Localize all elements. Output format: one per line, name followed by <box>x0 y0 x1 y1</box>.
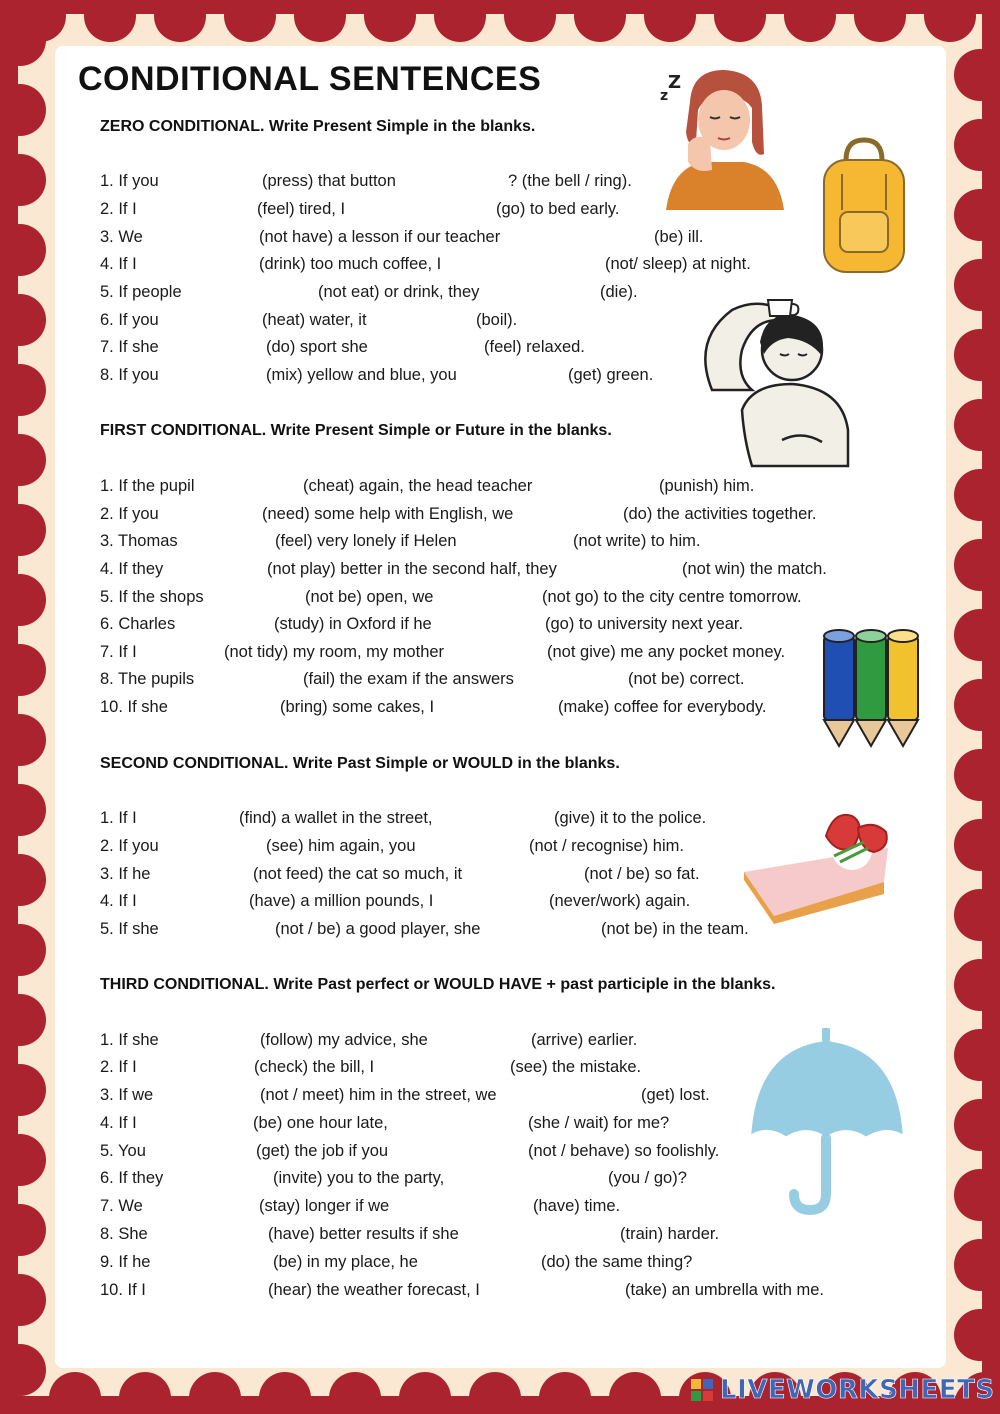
exercise-text: 5. You <box>100 1142 146 1160</box>
exercise-text: 5. If people <box>100 283 182 301</box>
exercise-text: 3. If he <box>100 865 151 883</box>
exercise-text: (go) to university next year. <box>545 615 744 633</box>
exercise-text: 3. We <box>100 228 143 246</box>
exercise-text: (study) in Oxford if he <box>274 615 432 633</box>
exercise-text: (arrive) earlier. <box>531 1031 638 1049</box>
exercise-text: 2. If I <box>100 1058 137 1076</box>
exercise-text: 2. If you <box>100 837 159 855</box>
exercise-text: (train) harder. <box>620 1225 720 1243</box>
exercise-text: 10. If she <box>100 698 168 716</box>
exercise-text: (not / be) a good player, she <box>275 920 481 938</box>
exercise-text: (not / recognise) him. <box>529 837 684 855</box>
exercise-text: 4. If they <box>100 560 164 578</box>
exercise-text: (see) the mistake. <box>510 1058 642 1076</box>
svg-text:Z: Z <box>668 72 682 93</box>
exercise-text: (cheat) again, the head teacher <box>303 477 533 495</box>
exercise-text: (feel) relaxed. <box>484 338 585 356</box>
exercise-text: (see) him again, you <box>266 837 416 855</box>
exercise-text: (not play) better in the second half, they <box>267 560 557 578</box>
exercise-text: (you / go)? <box>608 1169 687 1187</box>
svg-text:z: z <box>660 88 669 104</box>
exercise-text: 7. If she <box>100 338 159 356</box>
exercise-text: (not / meet) him in the street, we <box>260 1086 497 1104</box>
exercise-text: (not be) in the team. <box>601 920 749 938</box>
exercise-line <box>0 1281 1000 1307</box>
exercise-text: 4. If I <box>100 1114 137 1132</box>
exercise-text: (not/ sleep) at night. <box>605 255 751 273</box>
exercise-text: (not write) to him. <box>573 532 701 550</box>
exercise-text: (punish) him. <box>659 477 755 495</box>
exercise-text: (do) sport she <box>266 338 368 356</box>
exercise-text: (she / wait) for me? <box>528 1114 670 1132</box>
exercise-text: (have) a million pounds, I <box>249 892 434 910</box>
heading-first-conditional: FIRST CONDITIONAL. Write Present Simple or Future in the blanks. <box>100 422 612 439</box>
exercise-text: 2. If I <box>100 200 137 218</box>
exercise-text: (not win) the match. <box>682 560 827 578</box>
exercise-text: 3. If we <box>100 1086 154 1104</box>
exercise-text: (not be) open, we <box>305 588 434 606</box>
exercise-text: (not / be) so fat. <box>584 865 700 883</box>
exercise-line <box>0 1225 1000 1251</box>
exercise-text: (be) in my place, he <box>273 1253 418 1271</box>
exercise-text: 7. If I <box>100 643 137 661</box>
exercise-text: (be) ill. <box>654 228 704 246</box>
brand-name: LIVEWORKSHEETS <box>720 1375 995 1405</box>
exercise-text: ? (the bell / ring). <box>508 172 632 190</box>
exercise-text: (not eat) or drink, they <box>318 283 480 301</box>
exercise-text: (get) green. <box>568 366 654 384</box>
exercise-line <box>0 560 1000 586</box>
exercise-text: 1. If she <box>100 1031 159 1049</box>
exercise-text: 8. She <box>100 1225 148 1243</box>
exercise-text: (not feed) the cat so much, it <box>253 865 463 883</box>
coffee-person-sticker-icon <box>692 280 862 470</box>
exercise-text: 1. If I <box>100 809 137 827</box>
exercise-text: (not go) to the city centre tomorrow. <box>542 588 802 606</box>
exercise-text: (not give) me any pocket money. <box>547 643 786 661</box>
exercise-text: 6. If they <box>100 1169 164 1187</box>
exercise-text: (not have) a lesson if our teacher <box>259 228 501 246</box>
exercise-text: (find) a wallet in the street, <box>239 809 433 827</box>
exercise-text: (get) lost. <box>641 1086 710 1104</box>
exercise-text: 6. If you <box>100 311 159 329</box>
exercise-text: 4. If I <box>100 892 137 910</box>
page-title: CONDITIONAL SENTENCES <box>78 60 542 98</box>
exercise-text: (not be) correct. <box>628 670 745 688</box>
colored-pencils-sticker-icon <box>818 626 928 750</box>
sleepy-girl-sticker-icon <box>652 62 792 222</box>
exercise-line <box>0 1253 1000 1279</box>
exercise-text: 8. If you <box>100 366 159 384</box>
exercise-text: 5. If the shops <box>100 588 204 606</box>
backpack-sticker-icon <box>812 134 916 284</box>
exercise-text: (feel) very lonely if Helen <box>275 532 457 550</box>
brand-squares-icon <box>690 1378 714 1402</box>
exercise-text: (heat) water, it <box>262 311 367 329</box>
exercise-text: (follow) my advice, she <box>260 1031 428 1049</box>
exercise-text: (feel) tired, I <box>257 200 346 218</box>
exercise-text: (do) the same thing? <box>541 1253 693 1271</box>
exercise-text: (take) an umbrella with me. <box>625 1281 824 1299</box>
exercise-text: 10. If I <box>100 1281 146 1299</box>
exercise-line <box>0 477 1000 503</box>
exercise-text: (fail) the exam if the answers <box>303 670 514 688</box>
exercise-text: (mix) yellow and blue, you <box>266 366 457 384</box>
exercise-text: (press) that button <box>262 172 396 190</box>
exercise-text: (check) the bill, I <box>254 1058 375 1076</box>
exercise-text: (do) the activities together. <box>623 505 817 523</box>
exercise-text: (have) better results if she <box>268 1225 459 1243</box>
exercise-text: (make) coffee for everybody. <box>558 698 767 716</box>
exercise-text: (stay) longer if we <box>259 1197 390 1215</box>
exercise-text: (never/work) again. <box>549 892 691 910</box>
exercise-text: 1. If the pupil <box>100 477 195 495</box>
exercise-text: (need) some help with English, we <box>262 505 514 523</box>
exercise-line <box>0 588 1000 614</box>
exercise-text: 4. If I <box>100 255 137 273</box>
exercise-text: (not tidy) my room, my mother <box>224 643 445 661</box>
exercise-text: (boil). <box>476 311 518 329</box>
heading-third-conditional: THIRD CONDITIONAL. Write Past perfect or WOULD HAVE + past participle in the blanks. <box>100 976 776 993</box>
exercise-text: (die). <box>600 283 638 301</box>
exercise-text: 7. We <box>100 1197 143 1215</box>
exercise-text: 3. Thomas <box>100 532 178 550</box>
exercise-text: (give) it to the police. <box>554 809 707 827</box>
exercise-text: 2. If you <box>100 505 159 523</box>
exercise-text: 1. If you <box>100 172 159 190</box>
exercise-text: (hear) the weather forecast, I <box>268 1281 480 1299</box>
exercise-text: (invite) you to the party, <box>273 1169 445 1187</box>
exercise-text: (not / behave) so foolishly. <box>528 1142 720 1160</box>
exercise-line <box>0 532 1000 558</box>
exercise-text: 8. The pupils <box>100 670 195 688</box>
exercise-text: (get) the job if you <box>256 1142 389 1160</box>
exercise-text: 9. If he <box>100 1253 151 1271</box>
exercise-text: (drink) too much coffee, I <box>259 255 442 273</box>
exercise-text: 5. If she <box>100 920 159 938</box>
heading-second-conditional: SECOND CONDITIONAL. Write Past Simple or WOULD in the blanks. <box>100 755 620 772</box>
heading-zero-conditional: ZERO CONDITIONAL. Write Present Simple in the blanks. <box>100 118 536 135</box>
exercise-text: 6. Charles <box>100 615 176 633</box>
umbrella-sticker-icon <box>742 1028 912 1220</box>
strawberry-cake-sticker-icon <box>734 806 904 932</box>
exercise-text: (go) to bed early. <box>496 200 620 218</box>
exercise-text: (bring) some cakes, I <box>280 698 435 716</box>
exercise-text: (be) one hour late, <box>253 1114 388 1132</box>
brand-logo <box>690 1374 995 1406</box>
exercise-text: (have) time. <box>533 1197 621 1215</box>
exercise-line <box>0 505 1000 531</box>
